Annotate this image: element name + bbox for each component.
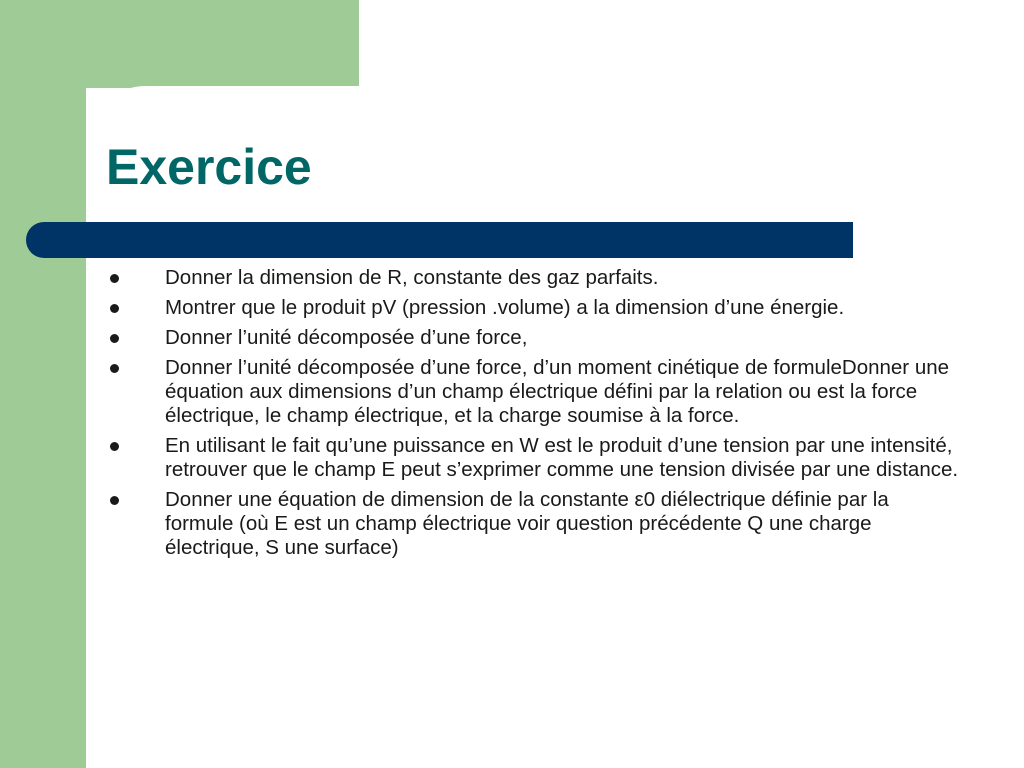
bullet-item (100, 326, 960, 350)
bullet-text: Donner l’unité décomposée d’une force, (165, 326, 528, 349)
bullet-item (100, 266, 960, 290)
bullet-item (100, 356, 960, 428)
slide-title: Exercice (106, 139, 312, 195)
bullet-dot-icon (110, 304, 119, 313)
bullet-text: Donner l’unité décomposée d’une force, d’un moment cinétique de formuleDonner une équation aux dimensions d’un champ électrique défini par la relation ou est la force électrique, le champ électrique, et la charge soumise à la force. (165, 356, 950, 427)
bullet-text: En utilisant le fait qu’une puissance en W est le produit d’une tension par une intensité, retrouver que le champ E peut s’exprimer comme une tension divisée par une distance. (165, 434, 959, 481)
bullet-dot-icon (110, 496, 119, 505)
bullet-item (100, 488, 960, 560)
bullet-text: Donner la dimension de R, constante des gaz parfaits. (165, 266, 659, 289)
bullet-dot-icon (110, 334, 119, 343)
bullet-item (100, 296, 960, 320)
bullet-dot-icon (110, 442, 119, 451)
bullet-item (100, 434, 960, 482)
bullet-dot-icon (110, 364, 119, 373)
decorative-title-bar (26, 222, 853, 258)
bullet-dot-icon (110, 274, 119, 283)
decorative-green-left-band (0, 0, 86, 768)
bullet-list (100, 266, 960, 566)
bullet-text: Donner une équation de dimension de la constante ε0 diélectrique définie par la formule (où E est un champ électrique voir question précédente Q une charge électrique, S une surface) (165, 488, 889, 559)
bullet-text: Montrer que le produit pV (pression .volume) a la dimension d’une énergie. (165, 296, 845, 319)
